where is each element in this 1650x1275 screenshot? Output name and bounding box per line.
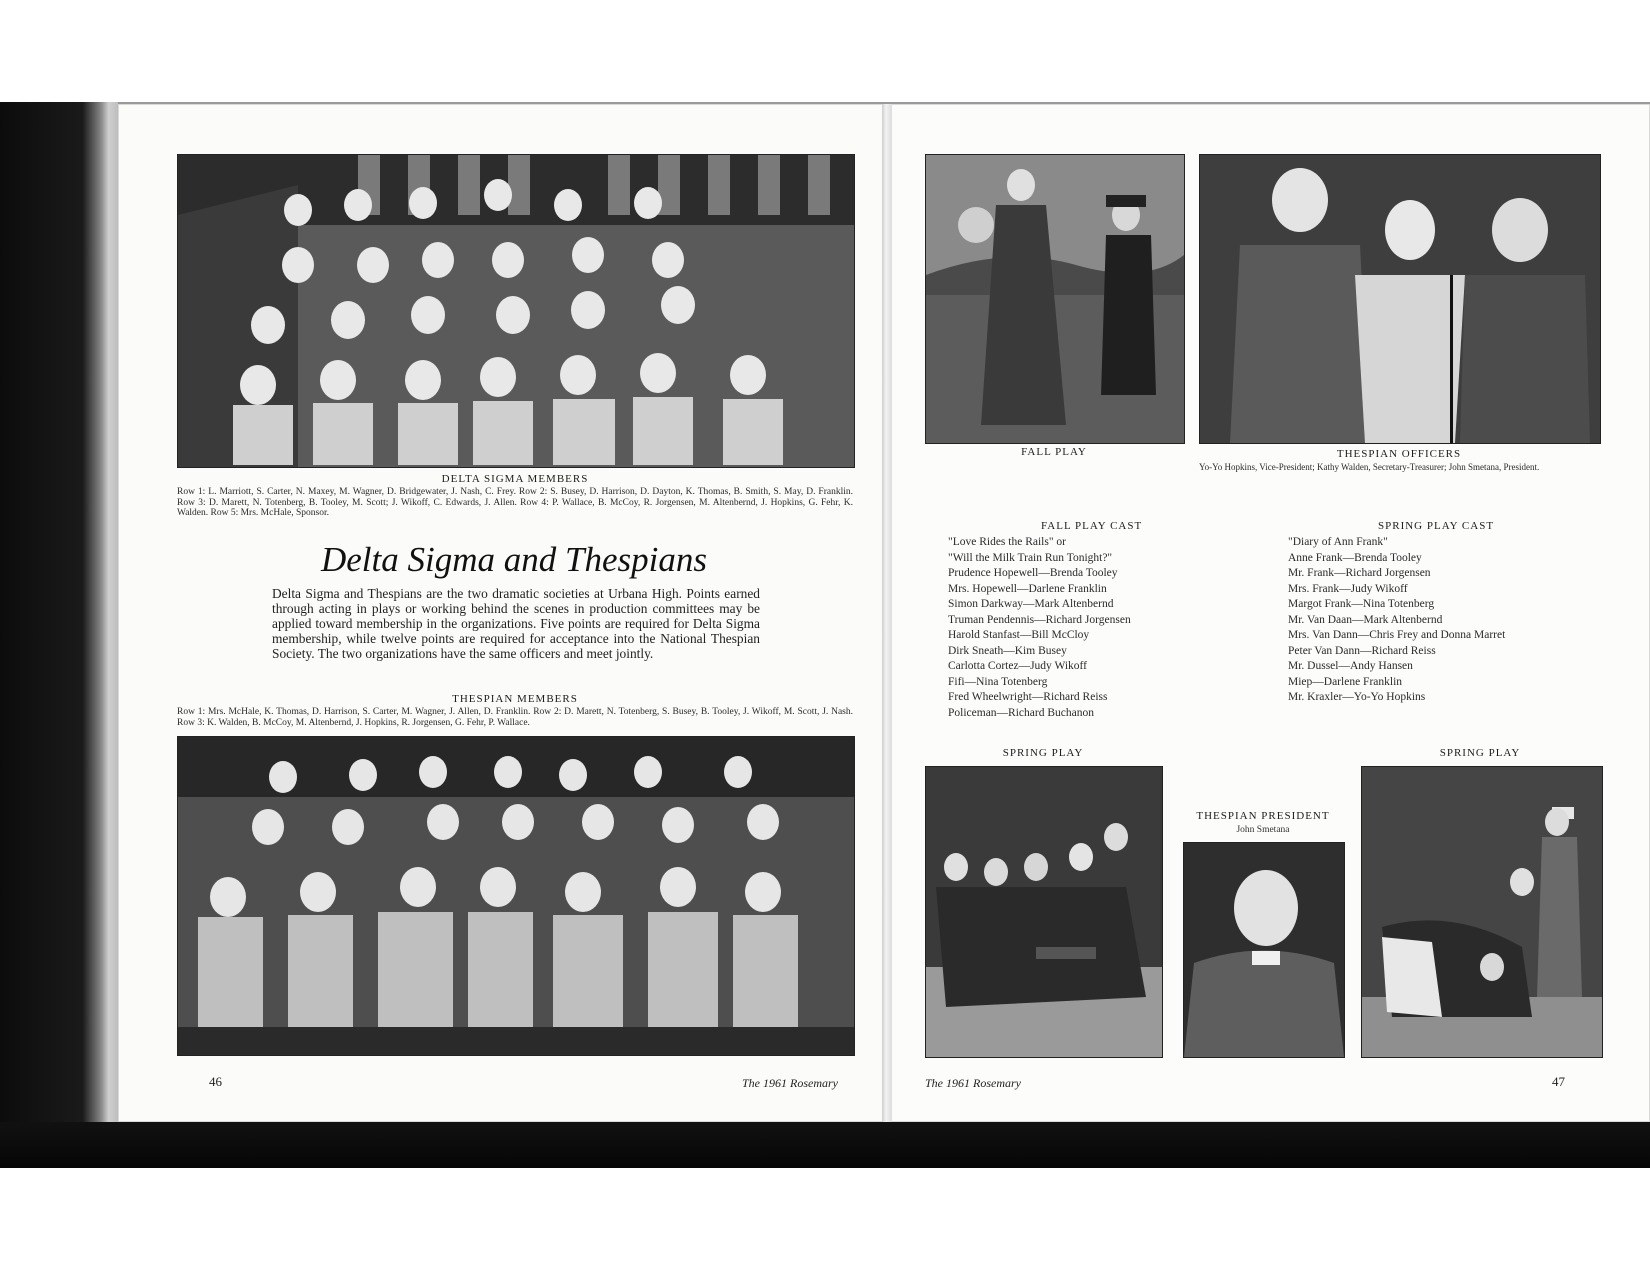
left-page-number: 46 [209, 1074, 222, 1089]
left-book-title: The 1961 Rosemary [742, 1076, 838, 1090]
thespian-officers-caption: THESPIAN OFFICERS [1336, 448, 1462, 460]
delta-sigma-group-photo [177, 154, 855, 468]
book-binding [0, 102, 118, 1165]
cast-line: Fifi—Nina Totenberg [948, 675, 1048, 688]
book-gutter [882, 104, 892, 1122]
delta-sigma-caption: DELTA SIGMA MEMBERS [441, 473, 589, 485]
cast-line: Peter Van Dann—Richard Reiss [1288, 644, 1436, 657]
page-heading: Delta Sigma and Thespians [321, 540, 707, 579]
spring-play-photo-left [925, 766, 1163, 1058]
cast-line: "Will the Milk Train Run Tonight?" [948, 551, 1113, 564]
cast-line: "Love Rides the Rails" or [948, 536, 1066, 548]
right-page-number: 47 [1552, 1074, 1565, 1089]
cast-line: Harold Stanfast—Bill McCloy [948, 629, 1090, 641]
spring-play-caption-right: SPRING PLAY [1439, 747, 1521, 759]
cast-line: Mr. Van Daan—Mark Altenbernd [1288, 613, 1443, 626]
cast-line: Policeman—Richard Buchanon [948, 706, 1094, 719]
spring-play-photo-right [1361, 766, 1603, 1058]
thespian-president-caption: THESPIAN PRESIDENT [1196, 810, 1330, 822]
cast-line: Mr. Kraxler—Yo-Yo Hopkins [1288, 691, 1426, 703]
fall-play-photo [925, 154, 1185, 444]
thespian-officers-names: Yo-Yo Hopkins, Vice-President; Kathy Walden, Secretary-Treasurer; John Smetana, President. [1199, 462, 1540, 472]
thespian-president-photo [1183, 842, 1345, 1058]
cast-line: Prudence Hopewell—Brenda Tooley [948, 567, 1118, 579]
spring-play-cast-title: SPRING PLAY CAST [1378, 520, 1495, 532]
cast-line: Mr. Dussel—Andy Hansen [1288, 660, 1413, 672]
cast-line: Mrs. Frank—Judy Wikoff [1288, 582, 1408, 595]
cast-line: Carlotta Cortez—Judy Wikoff [948, 660, 1088, 672]
intro-paragraph: Delta Sigma and Thespians are the two dramatic societies at Urbana High. Points earned through acting in plays or working behind the scenes in production committees may be applied toward membership in the organizations. Five points are required for Delta Sigma membership, while twelve points are required for acceptance into the National Thespian Society. The two organizations have the same officers and meet jointly. [272, 586, 760, 661]
fall-play-cast-title: FALL PLAY CAST [1041, 520, 1143, 532]
thespian-president-name: John Smetana [1236, 825, 1290, 835]
thespian-officers-photo [1199, 154, 1601, 444]
spring-play-caption-left: SPRING PLAY [1002, 747, 1084, 759]
fall-play-cast-list [948, 535, 1131, 721]
cast-line: Anne Frank—Brenda Tooley [1288, 551, 1422, 564]
delta-sigma-roster: Row 1: L. Marriott, S. Carter, N. Maxey, M. Wagner, D. Bridgewater, J. Nash, C. Frey. Row 2: S. Busey, D. Harrison, D. Dayton, K. Thomas, B. Smith, S. May, D. Franklin. Row 3: D. Marett, N. Totenberg, B. Tooley, M. Scott; J. Wikoff, C. Edwards, J. Allen. Row 4: P. Wallace, B. McCoy, R. Jorgensen, M. Altenbernd, J. Hopkins, G. Fehr, K. Walden. Row 5: Mrs. McHale, Sponsor. [177, 487, 853, 518]
thespian-members-caption: THESPIAN MEMBERS [452, 693, 578, 705]
cast-line: Mrs. Van Dann—Chris Frey and Donna Marret [1288, 629, 1506, 641]
cast-line: Fred Wheelwright—Richard Reiss [948, 691, 1108, 703]
cast-line: Margot Frank—Nina Totenberg [1288, 598, 1435, 610]
spring-play-cast-list [1288, 535, 1505, 706]
thespian-members-group-photo [177, 736, 855, 1056]
cast-line: Mr. Frank—Richard Jorgensen [1288, 567, 1431, 579]
cast-line: Truman Pendennis—Richard Jorgensen [948, 613, 1131, 626]
cast-line: "Diary of Ann Frank" [1288, 536, 1388, 548]
cast-line: Simon Darkway—Mark Altenbernd [948, 598, 1114, 610]
cast-line: Dirk Sneath—Kim Busey [948, 644, 1067, 657]
cast-line: Mrs. Hopewell—Darlene Franklin [948, 582, 1107, 595]
fall-play-caption: FALL PLAY [1021, 446, 1087, 458]
scan-bottom-band [0, 1122, 1650, 1168]
right-book-title: The 1961 Rosemary [925, 1076, 1021, 1090]
thespian-members-roster: Row 1: Mrs. McHale, K. Thomas, D. Harrison, S. Carter, M. Wagner, J. Allen, D. Franklin. Row 2: D. Marett, N. Totenberg, S. Busey, B. Tooley, J. Wikoff, M. Scott, J. Nash. Row 3: K. Walden, B. McCoy, M. Altenbernd, J. Hopkins, R. Jorgensen, G. Fehr, P. Wallace. [177, 707, 853, 728]
cast-line: Miep—Darlene Franklin [1288, 675, 1403, 688]
